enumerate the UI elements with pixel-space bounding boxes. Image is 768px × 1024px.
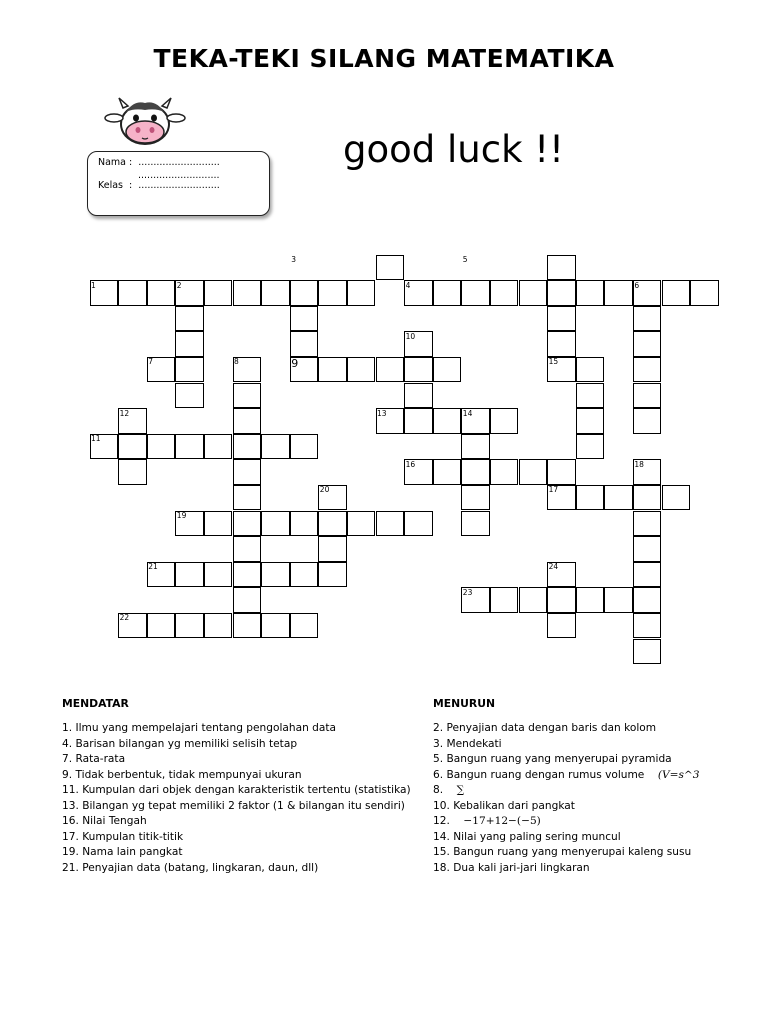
clue-number-14: 14: [462, 408, 473, 418]
clue-down-6: [433, 768, 700, 784]
clue-down-8: [433, 783, 700, 799]
clue-down-10: 10. Kebalikan dari pangkat: [433, 799, 575, 812]
crossword-cell[interactable]: [261, 562, 290, 588]
clue-number-22: 22: [119, 613, 130, 623]
crossword-cell[interactable]: [204, 511, 233, 537]
crossword-cell[interactable]: [662, 485, 691, 511]
crossword-cell[interactable]: [433, 459, 462, 485]
clue-down-3: 3. Mendekati: [433, 737, 502, 750]
crossword-cell[interactable]: [318, 511, 347, 537]
crossword-cell[interactable]: [290, 434, 319, 460]
crossword-cell[interactable]: [261, 511, 290, 537]
clue-number-20: 20: [319, 485, 330, 495]
crossword-cell[interactable]: [404, 383, 433, 409]
clue-across-17: 17. Kumpulan titik-titik: [62, 830, 184, 843]
crossword-cell[interactable]: [204, 562, 233, 588]
crossword-cell[interactable]: [633, 408, 662, 434]
clue-number-3: 3: [291, 255, 296, 264]
clue-number-11: 11: [91, 434, 101, 444]
crossword-cell[interactable]: [604, 485, 633, 511]
clue-number-2: 2: [176, 280, 182, 290]
clue-down-6-text: 6. Bangun ruang dengan rumus volume: [433, 768, 645, 781]
crossword-cell[interactable]: [461, 280, 490, 306]
crossword-cell[interactable]: [547, 331, 576, 357]
crossword-cell[interactable]: [490, 408, 519, 434]
crossword-cell[interactable]: [404, 408, 433, 434]
mendatar-section: [62, 697, 411, 876]
mendatar-heading: MENDATAR: [62, 697, 129, 710]
clue-number-9: 9: [291, 357, 299, 371]
crossword-cell[interactable]: [604, 280, 633, 306]
menurun-section: [433, 697, 700, 876]
crossword-cell[interactable]: [347, 511, 376, 537]
clue-down-12: [433, 814, 700, 830]
crossword-cell[interactable]: [175, 613, 204, 639]
crossword-cell[interactable]: [261, 434, 290, 460]
crossword-cell[interactable]: [461, 485, 490, 511]
crossword-cell[interactable]: [290, 511, 319, 537]
crossword-cell[interactable]: [547, 306, 576, 332]
clue-number-19: 19: [176, 511, 187, 520]
crossword-cell[interactable]: [633, 536, 662, 562]
clue-across-16: 16. Nilai Tengah: [62, 815, 147, 827]
crossword-cell[interactable]: [633, 511, 662, 537]
crossword-cell[interactable]: [233, 587, 262, 613]
good-luck-text: good luck !!: [343, 128, 564, 171]
crossword-cell[interactable]: [204, 613, 233, 639]
clue-down-18: 18. Dua kali jari-jari lingkaran: [433, 861, 590, 874]
clue-number-17: 17: [548, 485, 559, 495]
crossword-cell[interactable]: [261, 613, 290, 639]
clue-number-7: 7: [148, 357, 153, 367]
crossword-cell[interactable]: [347, 357, 376, 383]
nama-field[interactable]: Nama : ...........................: [98, 157, 220, 168]
crossword-cell[interactable]: [461, 511, 490, 537]
crossword-cell[interactable]: [204, 434, 233, 460]
crossword-cell[interactable]: [547, 280, 576, 306]
clue-number-4: 4: [405, 280, 411, 290]
crossword-cell[interactable]: [576, 383, 605, 409]
clue-number-23: 23: [462, 587, 473, 597]
crossword-cell[interactable]: [633, 587, 662, 613]
crossword-cell[interactable]: [233, 408, 262, 434]
crossword-cell[interactable]: [547, 459, 576, 485]
crossword-cell[interactable]: [233, 383, 262, 409]
crossword-cell[interactable]: [633, 331, 662, 357]
clue-number-10: 10: [405, 331, 416, 341]
crossword-cell[interactable]: [376, 255, 405, 281]
clue-across-21: 21. Penyajian data (batang, lingkaran, daun, dll): [62, 861, 319, 874]
clue-down-5: 5. Bangun ruang yang menyerupai pyramida: [433, 753, 672, 765]
crossword-cell[interactable]: [547, 255, 576, 281]
crossword-cell[interactable]: [204, 280, 233, 306]
crossword-cell[interactable]: [633, 562, 662, 588]
page-title: TEKA-TEKI SILANG MATEMATIKA: [153, 44, 615, 73]
crossword-cell[interactable]: [576, 587, 605, 613]
crossword-cell[interactable]: [290, 613, 319, 639]
clue-across-11: 11. Kumpulan dari objek dengan karakteristik tertentu (statistika): [62, 784, 411, 796]
clue-number-13: 13: [377, 408, 387, 418]
crossword-cell[interactable]: [233, 613, 262, 639]
clue-number-16: 16: [405, 459, 416, 469]
crossword-cell[interactable]: [690, 280, 719, 306]
crossword-cell[interactable]: [662, 280, 691, 306]
clue-number-21: 21: [148, 562, 158, 572]
crossword-cell[interactable]: [576, 357, 605, 383]
crossword-cell[interactable]: [175, 331, 204, 357]
clue-down-15: 15. Bangun ruang yang menyerupai kaleng susu: [433, 846, 692, 858]
crossword-cell[interactable]: [233, 280, 262, 306]
clue-across-9: 9. Tidak berbentuk, tidak mempunyai ukuran: [62, 768, 302, 781]
arithmetic-formula: −17+12−(−5): [463, 815, 541, 827]
crossword-cell[interactable]: [233, 459, 262, 485]
crossword-cell[interactable]: [519, 280, 548, 306]
crossword-cell[interactable]: [175, 434, 204, 460]
crossword-cell[interactable]: [233, 536, 262, 562]
crossword-cell[interactable]: [175, 562, 204, 588]
crossword-cell[interactable]: [290, 280, 319, 306]
crossword-cell[interactable]: [118, 434, 147, 460]
crossword-cell[interactable]: [576, 280, 605, 306]
crossword-cell[interactable]: [147, 613, 176, 639]
crossword-cell[interactable]: [290, 562, 319, 588]
crossword-cell[interactable]: [318, 280, 347, 306]
crossword-cell[interactable]: [404, 511, 433, 537]
crossword-cell[interactable]: [490, 280, 519, 306]
crossword-cell[interactable]: [233, 511, 262, 537]
crossword-cell[interactable]: [318, 562, 347, 588]
crossword-cell[interactable]: [547, 587, 576, 613]
crossword-cell[interactable]: [318, 536, 347, 562]
clue-across-7: 7. Rata-rata: [62, 753, 126, 765]
crossword-cell[interactable]: [118, 459, 147, 485]
crossword-cell[interactable]: [233, 434, 262, 460]
crossword-cell[interactable]: [376, 357, 405, 383]
crossword-cell[interactable]: [433, 357, 462, 383]
clue-number-8: 8: [234, 357, 239, 367]
clue-across-1: 1. Ilmu yang mempelajari tentang pengolahan data: [62, 722, 337, 734]
crossword-cell[interactable]: [633, 485, 662, 511]
crossword-cell[interactable]: [633, 383, 662, 409]
sigma-formula: ∑: [456, 784, 465, 796]
crossword-cell[interactable]: [519, 459, 548, 485]
menurun-heading: MENURUN: [433, 697, 496, 710]
crossword-cell[interactable]: [290, 306, 319, 332]
volume-formula: (V=s^3: [657, 768, 700, 781]
crossword-cell[interactable]: [604, 587, 633, 613]
clue-down-12-text: 12.: [433, 815, 450, 827]
crossword-cell[interactable]: [461, 459, 490, 485]
kelas-field[interactable]: Kelas : ...........................: [98, 180, 220, 191]
crossword-cell[interactable]: [175, 383, 204, 409]
clue-across-13: 13. Bilangan yg tepat memiliki 2 faktor (1 & bilangan itu sendiri): [62, 799, 405, 812]
crossword-cell[interactable]: [576, 408, 605, 434]
crossword-cell[interactable]: [404, 357, 433, 383]
crossword-cell[interactable]: [519, 587, 548, 613]
crossword-cell[interactable]: [633, 357, 662, 383]
crossword-cell[interactable]: [233, 562, 262, 588]
clue-down-2: 2. Penyajian data dengan baris dan kolom: [433, 722, 657, 734]
crossword-cell[interactable]: [633, 639, 662, 665]
crossword-cell[interactable]: [633, 613, 662, 639]
clue-across-19: 19. Nama lain pangkat: [62, 846, 183, 858]
crossword-cell[interactable]: [118, 280, 147, 306]
clue-number-6: 6: [634, 280, 640, 290]
clue-number-12: 12: [119, 408, 130, 418]
crossword-cell[interactable]: [376, 511, 405, 537]
crossword-cell[interactable]: [433, 280, 462, 306]
crossword-cell[interactable]: [633, 306, 662, 332]
crossword-cell[interactable]: [490, 587, 519, 613]
crossword-cell[interactable]: [318, 357, 347, 383]
clue-number-5: 5: [462, 255, 468, 264]
crossword-cell[interactable]: [290, 331, 319, 357]
crossword-cell[interactable]: [147, 434, 176, 460]
clue-number-24: 24: [548, 562, 559, 572]
crossword-cell[interactable]: [576, 434, 605, 460]
crossword-cell[interactable]: [576, 485, 605, 511]
clue-across-4: 4. Barisan bilangan yg memiliki selisih tetap: [62, 737, 298, 750]
crossword-cell[interactable]: [233, 485, 262, 511]
crossword-cell[interactable]: [147, 280, 176, 306]
clue-number-15: 15: [548, 357, 559, 367]
crossword-cell[interactable]: [347, 280, 376, 306]
crossword-cell[interactable]: [461, 434, 490, 460]
crossword-cell[interactable]: [261, 280, 290, 306]
clue-down-8-text: 8.: [433, 784, 444, 796]
crossword-cell[interactable]: [433, 408, 462, 434]
nama-field-continued[interactable]: ...........................: [138, 170, 220, 181]
clue-number-1: 1: [91, 280, 96, 290]
crossword-cell[interactable]: [175, 306, 204, 332]
crossword-cell[interactable]: [490, 459, 519, 485]
crossword-cell[interactable]: [547, 613, 576, 639]
clue-number-18: 18: [634, 459, 644, 469]
crossword-cell[interactable]: [175, 357, 204, 383]
clue-down-14: 14. Nilai yang paling sering muncul: [433, 830, 621, 843]
